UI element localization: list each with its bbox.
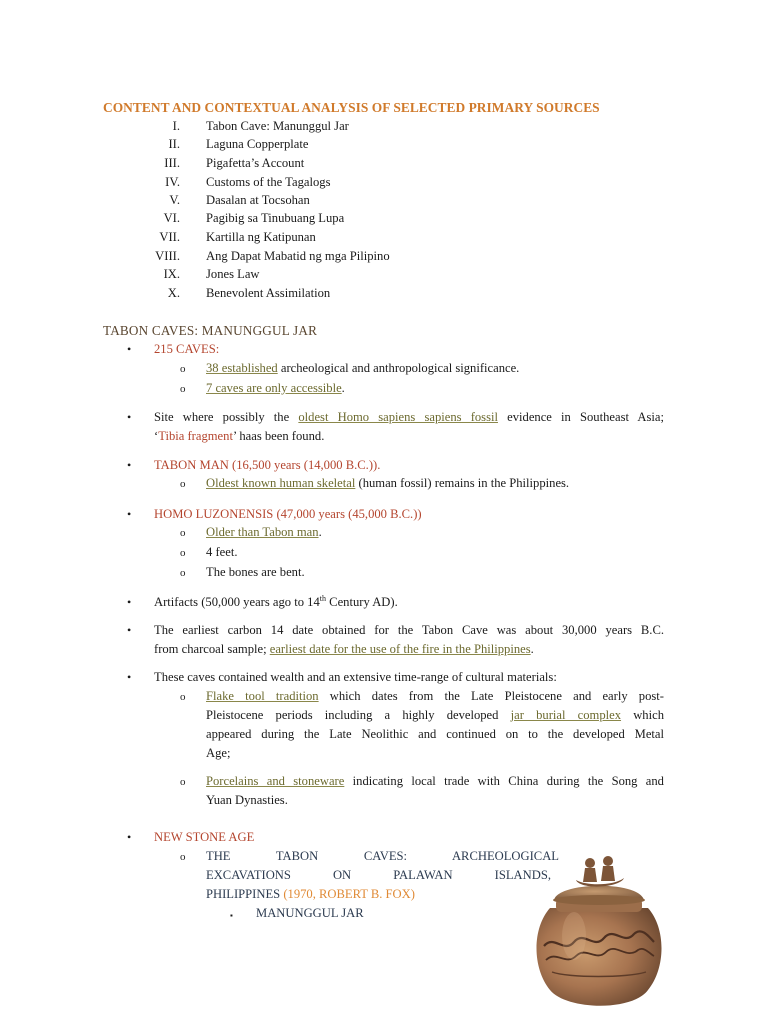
flake-text-c: which <box>621 708 664 722</box>
fox-citation: (1970, ROBERT B. FOX) <box>283 887 415 901</box>
toc-num: VIII. <box>155 249 180 263</box>
bullet-disc: • <box>127 623 132 637</box>
flake-line-4: Age; <box>206 746 231 760</box>
bullet-circle: o <box>180 851 186 863</box>
caves-sub-1 <box>206 359 519 378</box>
caves-link-7[interactable]: 7 caves are only accessible <box>206 381 342 395</box>
jar-burial-link[interactable]: jar burial complex <box>510 708 622 722</box>
luzonensis-sub-3: The bones are bent. <box>206 565 305 579</box>
carbon-line-2 <box>154 640 534 659</box>
toc-num: X. <box>167 286 180 300</box>
site-quote-open: ‘ <box>154 429 159 443</box>
bullet-circle: o <box>180 567 186 579</box>
toc-num: IV. <box>165 175 180 189</box>
toc-item: Customs of the Tagalogs <box>206 175 331 189</box>
bullet-circle: o <box>180 383 186 395</box>
artifacts-sup: th <box>319 593 327 603</box>
oldest-fossil-link[interactable]: oldest Homo sapiens sapiens fossil <box>298 410 498 424</box>
toc-item: Pigafetta’s Account <box>206 156 305 170</box>
porcelain-line-1 <box>206 772 664 791</box>
artifacts-text-a: Artifacts (50,000 years ago to 14 <box>154 595 320 609</box>
bullet-disc: • <box>127 410 132 424</box>
stone-age-sub-text: PHILIPPINES <box>206 887 284 901</box>
porcelain-text-a: indicating local trade with China during the Song and <box>344 774 664 788</box>
caves-sub-2-text: . <box>341 381 345 395</box>
toc-num: V. <box>169 193 180 207</box>
luzonensis-sub-1 <box>206 523 322 542</box>
flake-text-a: which dates from the Late Pleistocene and early post- <box>318 689 664 703</box>
bullet-circle: o <box>180 691 186 703</box>
bullet-circle: o <box>180 478 186 490</box>
toc-num: III. <box>164 156 180 170</box>
bullet-disc: • <box>127 458 132 472</box>
site-text-d: ’ haas been found. <box>232 429 325 443</box>
earliest-fire-link[interactable]: earliest date for the use of the fire in the Philippines <box>269 642 531 656</box>
caves-sub-1-text: archeological and anthropological significance. <box>277 361 520 375</box>
oldest-skeletal-link[interactable]: Oldest known human skeletal <box>206 476 356 490</box>
toc-item: Tabon Cave: Manunggul Jar <box>206 119 349 133</box>
carbon-line-1: The earliest carbon 14 date obtained for the Tabon Cave was about 30,000 years B.C. <box>154 623 664 637</box>
toc-item: Kartilla ng Katipunan <box>206 230 316 244</box>
toc-item: Jones Law <box>206 267 260 281</box>
toc-item: Benevolent Assimilation <box>206 286 331 300</box>
stone-age-sub-line-1: THE TABON CAVES: ARCHEOLOGICAL <box>206 849 559 863</box>
bullet-circle: o <box>180 527 186 539</box>
manunggul-jar-image <box>528 850 668 1020</box>
tibia-quote: Tibia fragment <box>158 429 233 443</box>
bullet-circle: o <box>180 363 186 375</box>
stone-age-sub-line-3 <box>206 885 415 904</box>
page-title: CONTENT AND CONTEXTUAL ANALYSIS OF SELECTED PRIMARY SOURCES <box>103 100 600 115</box>
bullet-disc: • <box>127 830 132 844</box>
site-line-1 <box>154 408 664 427</box>
toc-item: Ang Dapat Mabatid ng mga Pilipino <box>206 249 390 263</box>
older-than-tabon-link[interactable]: Older than Tabon man <box>206 525 319 539</box>
tabon-man-sub <box>206 474 569 493</box>
tabon-man-sub-text: (human fossil) remains in the Philippines. <box>355 476 570 490</box>
section-heading: TABON CAVES: MANUNGGUL JAR <box>103 323 318 338</box>
bullet-disc: • <box>127 595 132 609</box>
flake-tool-link[interactable]: Flake tool tradition <box>206 689 319 703</box>
toc-item: Pagibig sa Tinubuang Lupa <box>206 211 345 225</box>
bullet-square: ▪ <box>230 911 233 920</box>
toc-num: VI. <box>163 211 180 225</box>
tabon-man-heading: TABON MAN (16,500 years (14,000 B.C.)). <box>154 458 381 472</box>
toc-item: Dasalan at Tocsohan <box>206 193 310 207</box>
caves-heading: 215 CAVES: <box>154 342 220 356</box>
luzonensis-sub-2: 4 feet. <box>206 545 238 559</box>
carbon-text-b: . <box>530 642 534 656</box>
caves-link-38[interactable]: 38 established <box>206 361 278 375</box>
caves-sub-2 <box>206 379 345 398</box>
stone-age-sub-line-2: EXCAVATIONS ON PALAWAN ISLANDS, <box>206 868 551 882</box>
flake-line-2 <box>206 706 664 725</box>
toc-num: II. <box>168 137 180 151</box>
carbon-text-a: from charcoal sample; <box>154 642 270 656</box>
luzonensis-sub-1-text: . <box>318 525 322 539</box>
site-text-a: Site where possibly the <box>154 410 299 424</box>
toc-num: IX. <box>163 267 180 281</box>
site-line-2 <box>154 427 324 446</box>
flake-text-b: Pleistocene periods including a highly developed <box>206 708 511 722</box>
bullet-disc: • <box>127 670 132 684</box>
wealth-heading: These caves contained wealth and an extensive time-range of cultural materials: <box>154 670 557 684</box>
manunggul-jar-label: MANUNGGUL JAR <box>256 906 364 920</box>
site-text-b: evidence in Southeast Asia; <box>497 410 665 424</box>
toc-num: I. <box>172 119 180 133</box>
bullet-circle: o <box>180 776 186 788</box>
porcelains-link[interactable]: Porcelains and stoneware <box>206 774 345 788</box>
toc-item: Laguna Copperplate <box>206 137 309 151</box>
flake-line-3: appeared during the Late Neolithic and continued on to the developed Metal <box>206 727 664 741</box>
bullet-disc: • <box>127 507 132 521</box>
artifacts-line <box>154 593 398 612</box>
flake-line-1 <box>206 687 664 706</box>
porcelain-line-2: Yuan Dynasties. <box>206 793 288 807</box>
luzonensis-heading: HOMO LUZONENSIS (47,000 years (45,000 B.C.)) <box>154 507 422 521</box>
toc-num: VII. <box>159 230 180 244</box>
bullet-circle: o <box>180 547 186 559</box>
artifacts-text-b: Century AD). <box>326 595 398 609</box>
stone-age-heading: NEW STONE AGE <box>154 830 255 844</box>
bullet-disc: • <box>127 342 132 356</box>
